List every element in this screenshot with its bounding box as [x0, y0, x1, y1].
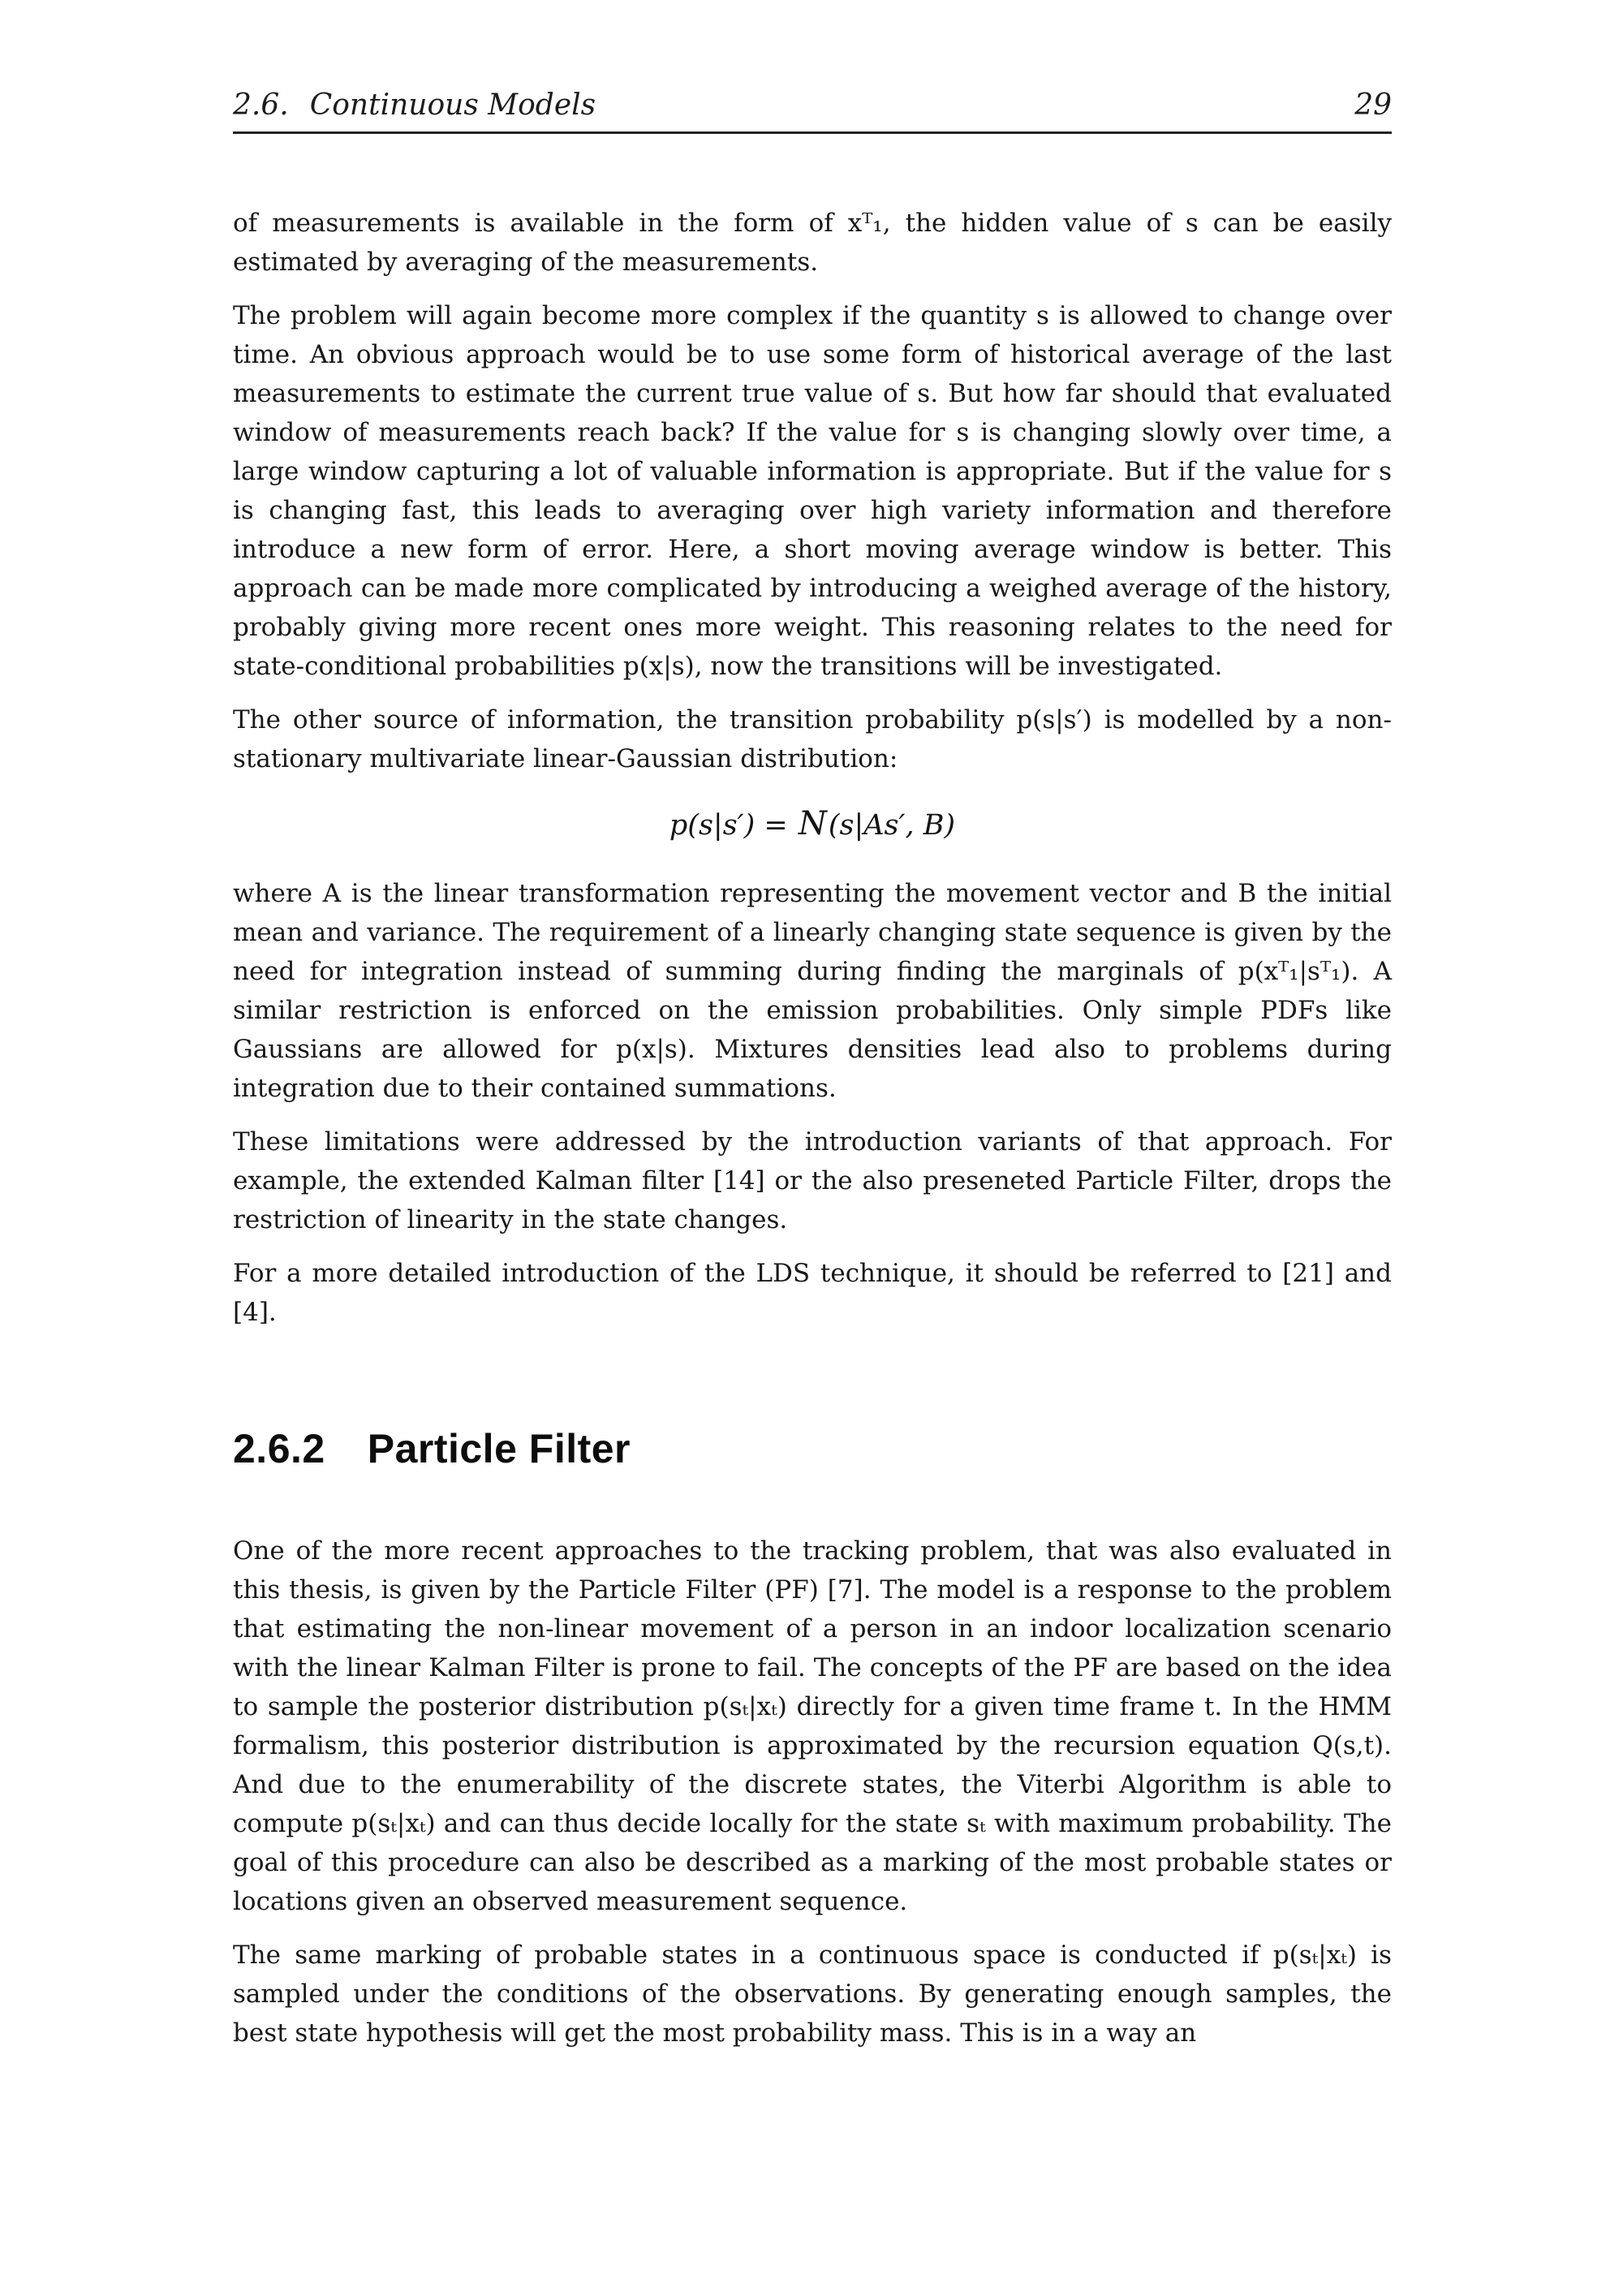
header-section-title: Continuous Models: [309, 88, 596, 122]
paragraph-particle-filter-intro: One of the more recent approaches to the tracking problem, that was also evaluated in this thesis, is given by the Particle Filter (PF) [7]. The model is a response to the problem that estimating the non-linear movement of a person in an indoor localization scenario with the linear Kalman Filter is prone to fail. The concepts of the PF are based on the idea to sample the posterior distribution p(sₜ|xₜ) directly for a given time frame t. In the HMM formalism, this posterior distribution is approximated by the recursion equation Q(s,t). And due to the enumerability of the discrete states, the Viterbi Algorithm is able to compute p(sₜ|xₜ) and can thus decide locally for the state sₜ with maximum probability. The goal of this procedure can also be described as a marking of the most probable states or locations given an observed measurement sequence.: [233, 1536, 1392, 1916]
gaussian-transition-equation: [233, 803, 1392, 846]
header-section-number: 2.6.: [233, 88, 289, 122]
equation-lhs: p(s|s′) =: [669, 809, 797, 842]
subsection-title: Particle Filter: [367, 1426, 631, 1471]
subsection-number: 2.6.2: [233, 1426, 325, 1471]
running-header: [233, 88, 1392, 123]
equation-rhs: (s|As′, B): [828, 809, 956, 842]
paragraph-lds-references: For a more detailed introduction of the LDS technique, it should be referred to [21] and [4].: [233, 1259, 1392, 1327]
paragraph-measurement-average: of measurements is available in the form of xᵀ₁, the hidden value of s can be easily estimated by averaging of the measurements.: [233, 209, 1392, 277]
subsection-heading-particle-filter: [233, 1426, 1392, 1471]
page-content: [233, 204, 1392, 2053]
page-number: 29: [1354, 88, 1392, 122]
running-header-left: [233, 88, 596, 123]
paragraph-linear-transformation: where A is the linear transformation representing the movement vector and B the initial mean and variance. The requirement of a linearly changing state sequence is given by the need for integration instead of summing during finding the marginals of p(xᵀ₁|sᵀ₁). A similar restriction is enforced on the emission probabilities. Only simple PDFs like Gaussians are allowed for p(x|s). Mixtures densities lead also to problems during integration due to their contained summations.: [233, 879, 1392, 1103]
paragraph-continuous-sampling: The same marking of probable states in a continuous space is conducted if p(sₜ|xₜ) is sampled under the conditions of the observations. By generating enough samples, the best state hypothesis will get the most probability mass. This is in a way an: [233, 1941, 1392, 2048]
header-rule: [233, 131, 1392, 134]
paragraph-moving-average: The problem will again become more complex if the quantity s is allowed to change over time. An obvious approach would be to use some form of historical average of the last measurements to estimate the current true value of s. But how far should that evaluated window of measurements reach back? If the value for s is changing slowly over time, a large window capturing a lot of valuable information is appropriate. But if the value for s is changing fast, this leads to averaging over high variety information and therefore introduce a new form of error. Here, a short moving average window is better. This approach can be made more complicated by introducing a weighed average of the history, probably giving more recent ones more weight. This reasoning relates to the need for state-conditional probabilities p(x|s), now the transitions will be investigated.: [233, 301, 1392, 681]
paragraph-limitations: These limitations were addressed by the introduction variants of that approach. For example, the extended Kalman filter [14] or the also preseneted Particle Filter, drops the restriction of linearity in the state changes.: [233, 1127, 1392, 1234]
paragraph-transition-probability: The other source of information, the transition probability p(s|s′) is modelled by a non-stationary multivariate linear-Gaussian distribution:: [233, 705, 1392, 773]
equation-script-n: N: [798, 805, 827, 842]
